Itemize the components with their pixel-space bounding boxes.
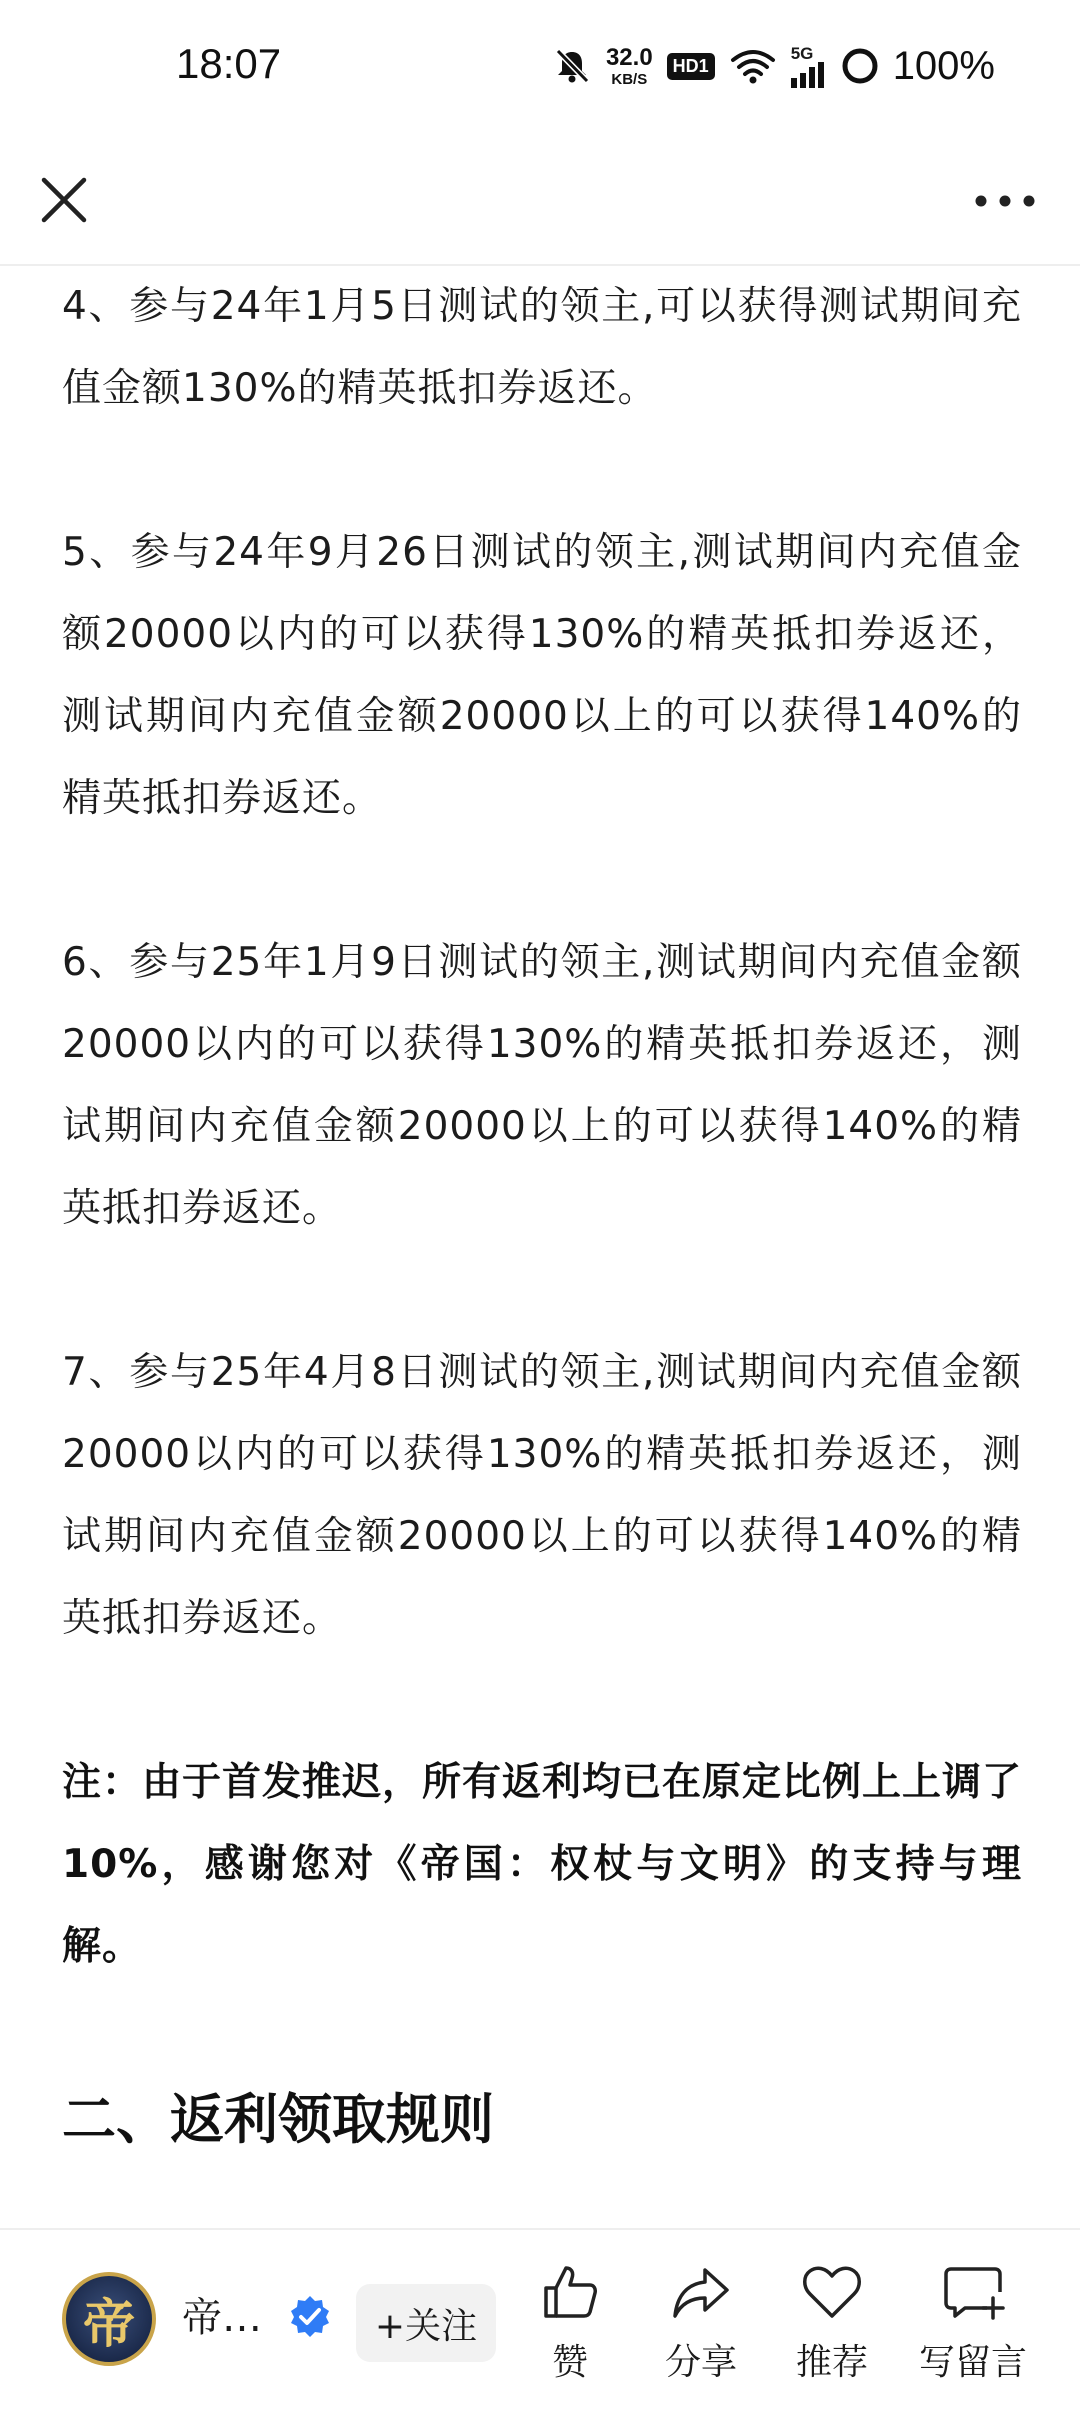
avatar-char: 帝	[82, 2293, 135, 2355]
follow-button[interactable]: +关注	[356, 2284, 496, 2362]
network-speed	[605, 43, 653, 88]
recommend-label: 推荐	[795, 2342, 868, 2383]
status-bar	[0, 0, 1080, 140]
hd-badge: HD1	[667, 53, 715, 80]
article-note: 注：由于首发推迟，所有返利均已在原定比例上上调了10%，感谢您对《帝国：权杖与文明》的支持与理解。	[62, 1760, 1022, 1969]
close-icon[interactable]	[32, 168, 96, 232]
article-paragraph: 7、参与25年4月8日测试的领主,测试期间内充值金额20000以内的可以获得130%的精英抵扣券返还，测试期间内充值金额20000以上的可以获得140%的精英抵扣券返还。	[62, 1350, 1022, 1641]
wifi-icon	[729, 46, 777, 86]
article-paragraph: 6、参与25年1月9日测试的领主,测试期间内充值金额20000以内的可以获得130%的精英抵扣券返还，测试期间内充值金额20000以上的可以获得140%的精英抵扣券返还。	[62, 940, 1022, 1231]
recommend-button[interactable]	[767, 2260, 897, 2385]
like-button[interactable]	[505, 2260, 635, 2385]
network-type: 5G	[790, 43, 814, 63]
section-heading: 二、返利领取规则	[62, 2088, 494, 2151]
author-avatar[interactable]	[62, 2272, 156, 2366]
more-icon[interactable]	[970, 176, 1040, 226]
signal-icon	[791, 62, 827, 88]
author-name[interactable]: 帝…	[182, 2295, 262, 2341]
share-icon	[669, 2260, 733, 2324]
like-label: 赞	[551, 2342, 588, 2383]
article-body	[62, 266, 1022, 2226]
network-speed-value: 32.0	[605, 43, 653, 71]
battery-ring-icon	[841, 47, 879, 85]
comment-add-icon	[941, 2260, 1005, 2324]
article-paragraph: 5、参与24年9月26日测试的领主,测试期间内充值金额20000以内的可以获得130%的精英抵扣券返还，测试期间内充值金额20000以上的可以获得140%的精英抵扣券返还。	[62, 530, 1022, 821]
write-comment-label: 写留言	[918, 2342, 1027, 2383]
bottom-action-bar	[0, 2228, 1080, 2414]
article-paragraph: 4、参与24年1月5日测试的领主,可以获得测试期间充值金额130%的精英抵扣券返还。	[62, 284, 1022, 411]
share-button[interactable]	[636, 2260, 766, 2385]
thumbs-up-icon	[538, 2260, 602, 2324]
heart-icon	[800, 2260, 864, 2324]
cellular-group	[791, 45, 827, 88]
verified-badge-icon	[288, 2294, 332, 2338]
mute-bell-icon	[552, 46, 592, 86]
status-time: 18:07	[176, 40, 282, 87]
share-label: 分享	[664, 2342, 737, 2383]
battery-percent: 100%	[892, 43, 995, 88]
network-speed-unit: KB/S	[611, 70, 648, 88]
top-nav	[0, 140, 1080, 266]
status-icons	[552, 36, 995, 96]
write-comment-button[interactable]	[898, 2260, 1048, 2385]
